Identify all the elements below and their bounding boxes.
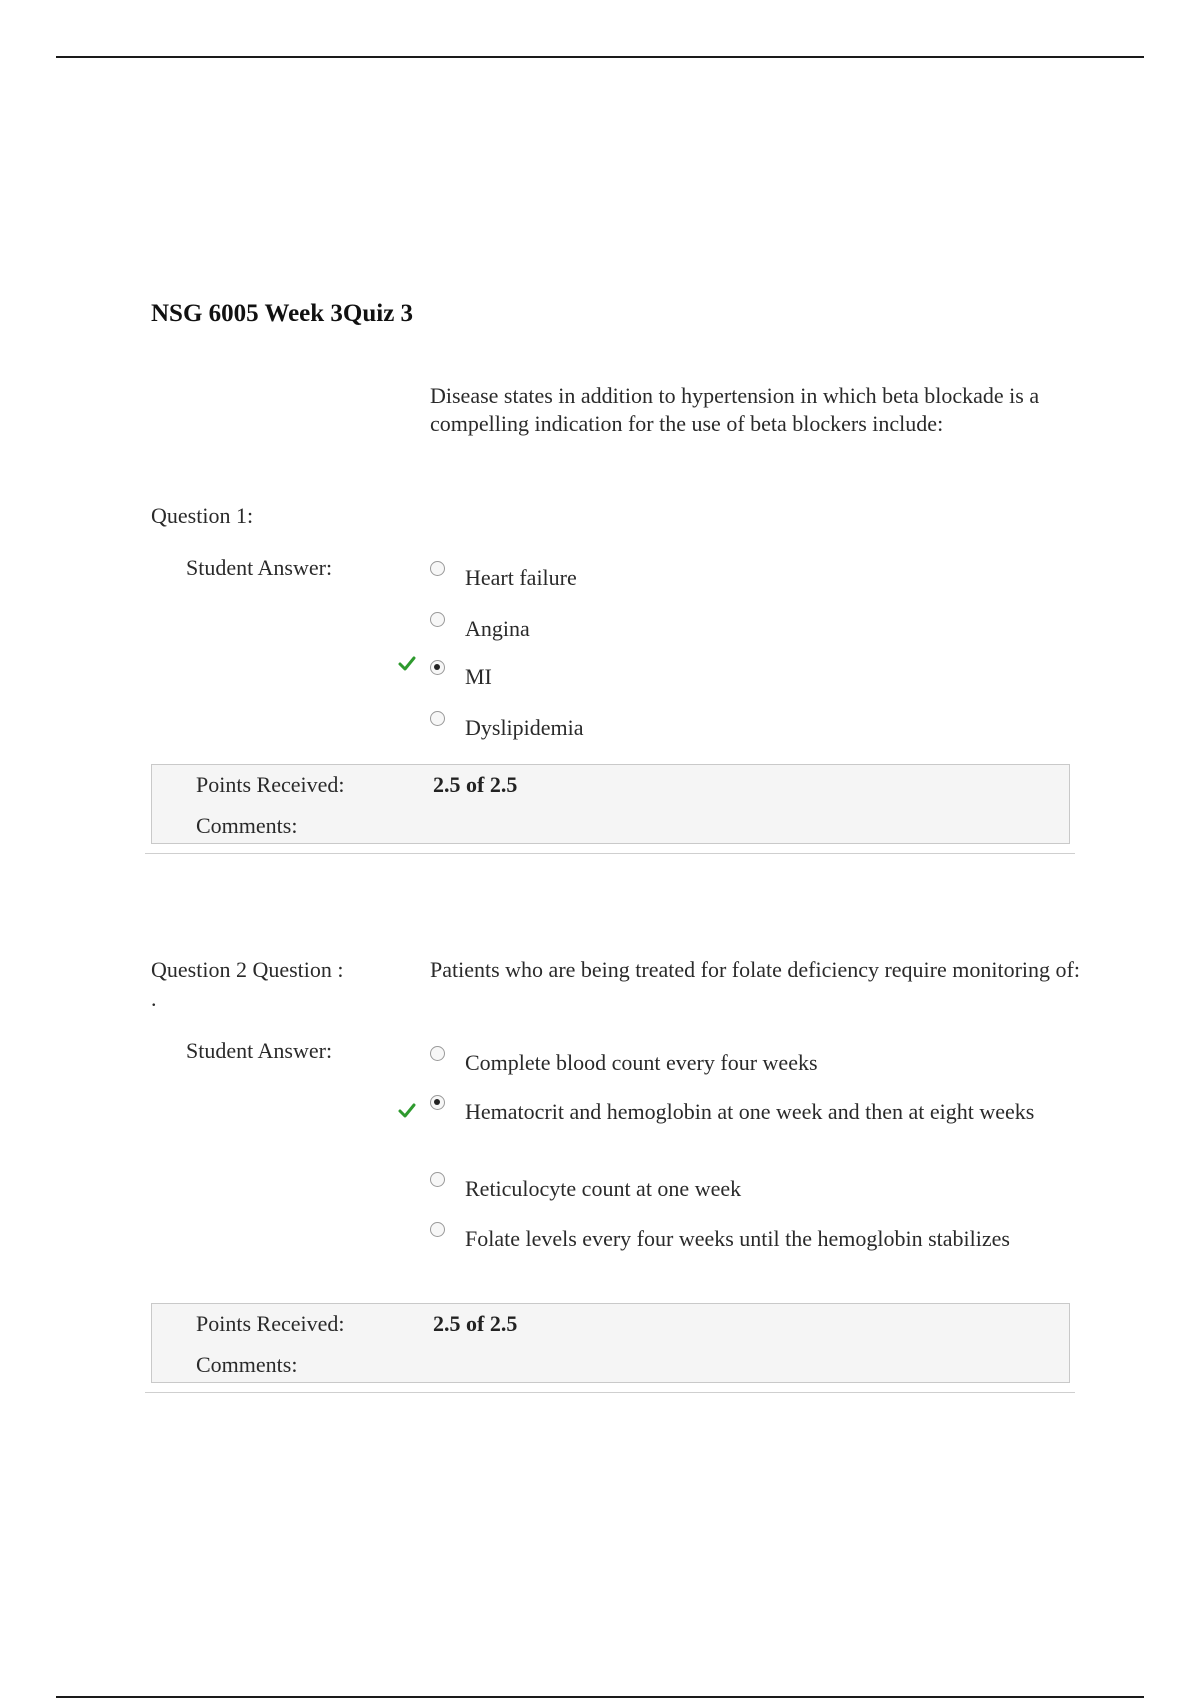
question-2-option-2[interactable] (430, 1095, 1070, 1126)
option-label: Angina (465, 616, 530, 641)
question-1-option-2[interactable] (430, 612, 1070, 643)
question-2-label-suffix: . (151, 986, 157, 1011)
question-2-separator (145, 1392, 1075, 1393)
comments-label: Comments: (196, 1352, 298, 1377)
radio-selected-icon[interactable] (430, 660, 445, 675)
question-1-points-box (151, 764, 1070, 844)
question-2-label: Question 2 Question : (151, 957, 344, 982)
option-label: Complete blood count every four weeks (465, 1050, 818, 1075)
option-label: Reticulocyte count at one week (465, 1176, 742, 1201)
bottom-rule (56, 1696, 1144, 1698)
question-1-student-answer-label: Student Answer: (186, 555, 333, 580)
question-1-option-3[interactable] (430, 660, 1070, 691)
question-1-option-4[interactable] (430, 711, 1070, 742)
question-1-option-1[interactable] (430, 561, 1070, 592)
correct-check-icon (397, 654, 417, 674)
comments-label: Comments: (196, 813, 298, 838)
option-label: MI (465, 664, 492, 689)
points-received-value: 2.5 of 2.5 (433, 1311, 518, 1336)
radio-unselected-icon[interactable] (430, 1222, 445, 1237)
points-received-label: Points Received: (196, 772, 345, 797)
question-2-option-4[interactable] (430, 1222, 1070, 1253)
option-label: Heart failure (465, 565, 577, 590)
question-2-points-box (151, 1303, 1070, 1383)
page-title: NSG 6005 Week 3Quiz 3 (151, 300, 414, 327)
points-received-label: Points Received: (196, 1311, 345, 1336)
option-label: Hematocrit and hemoglobin at one week and then at eight weeks (465, 1099, 1035, 1124)
question-2-option-3[interactable] (430, 1172, 1070, 1203)
correct-check-icon (397, 1101, 417, 1121)
top-rule (56, 56, 1144, 58)
option-label: Folate levels every four weeks until the hemoglobin stabilizes (465, 1226, 1010, 1251)
radio-unselected-icon[interactable] (430, 612, 445, 627)
question-1-label: Question 1: (151, 503, 254, 528)
option-label: Dyslipidemia (465, 715, 584, 740)
radio-unselected-icon[interactable] (430, 711, 445, 726)
question-2-option-1[interactable] (430, 1046, 1070, 1077)
radio-unselected-icon[interactable] (430, 561, 445, 576)
radio-unselected-icon[interactable] (430, 1046, 445, 1061)
points-received-value: 2.5 of 2.5 (433, 772, 518, 797)
radio-selected-icon[interactable] (430, 1095, 445, 1110)
question-1-separator (145, 853, 1075, 854)
question-1-prompt: Disease states in addition to hypertension in which beta blockade is a compelling indication for the use of beta blockers include: (430, 383, 1040, 436)
radio-unselected-icon[interactable] (430, 1172, 445, 1187)
question-2-prompt: Patients who are being treated for folate deficiency require monitoring of: (430, 957, 1080, 982)
question-2-student-answer-label: Student Answer: (186, 1038, 333, 1063)
